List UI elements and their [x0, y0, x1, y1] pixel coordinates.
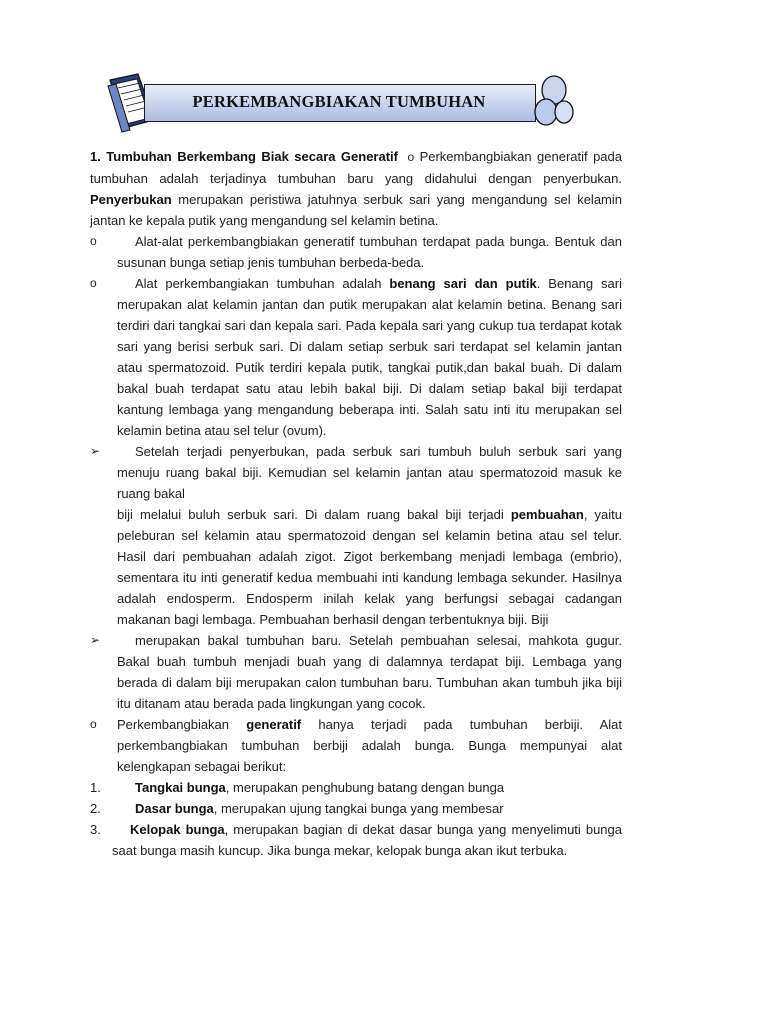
list-item: [90, 441, 622, 630]
section-heading: 1. Tumbuhan Berkembang Biak secara Generatif: [90, 149, 398, 164]
circles-ornament-icon: [532, 72, 580, 134]
arrow-bullet-icon: ➢: [90, 444, 101, 458]
numbered-list-item: [90, 798, 622, 819]
list-number: 1.: [90, 780, 101, 795]
bullet-marker: o: [90, 276, 97, 290]
list-desc: , merupakan penghubung batang dengan bunga: [225, 780, 505, 795]
term-penyerbukan: Penyerbukan: [90, 192, 172, 207]
body-text: [90, 146, 622, 861]
bullet-continuation: [90, 504, 622, 630]
bullet-text: Setelah terjadi penyerbukan, pada serbuk sari tumbuh buluh serbuk sari yang menuju ruang bakal biji. Kemudian sel kelamin jantan atau spermatozoid masuk ke ruang bakal: [117, 444, 622, 501]
bullet-text-part: , yaitu peleburan sel kelamin atau spermatozoid dengan sel kelamin betina atau sel telur. Hasil dari pembuahan adalah zigot. Zigot berkembang menjadi lembaga (embrio), sementara itu inti generatif kedua membuahi inti kandung lembaga sekunder. Hasilnya adalah endosperm. Endosperm inilah kelak yang berfungsi sebagai cadangan makanan bagi lembaga. Pembuahan berhasil dengan terbentuknya biji. Biji: [117, 507, 622, 627]
section-1-paragraph: [90, 146, 622, 231]
bullet-marker: o: [90, 717, 97, 731]
bullet-text-part: Alat perkembangiakan tumbuhan adalah: [135, 276, 390, 291]
bullet-text-part: biji melalui buluh serbuk sari. Di dalam ruang bakal biji terjadi: [117, 507, 511, 522]
term-benang-sari: benang sari dan putik: [389, 276, 537, 291]
paragraph-text: merupakan peristiwa jatuhnya serbuk sari yang mengandung sel kelamin jantan ke kepala putik yang mengandung sel kelamin betina.: [90, 192, 622, 228]
bullet-text: [90, 273, 622, 441]
inline-bullet: o: [407, 150, 415, 164]
bullet-marker: o: [90, 234, 97, 248]
numbered-list-item: [90, 777, 622, 798]
bullet-text: Alat-alat perkembangbiakan generatif tumbuhan terdapat pada bunga. Bentuk dan susunan bunga setiap jenis tumbuhan berbeda-beda.: [117, 234, 622, 270]
list-term: Kelopak bunga: [130, 822, 225, 837]
list-term: Dasar bunga: [135, 801, 214, 816]
page-title: PERKEMBANGBIAKAN TUMBUHAN: [192, 92, 486, 111]
bullet-text-part: hanya terjadi pada tumbuhan berbiji. Alat perkembangbiakan tumbuhan berbiji adalah bunga. Bunga mempunyai alat kelengkapan sebagai berikut:: [117, 717, 622, 774]
bullet-text: merupakan bakal tumbuhan baru. Setelah pembuahan selesai, mahkota gugur. Bakal buah tumbuh menjadi buah yang di dalamnya terdapat biji. Lembaga yang berada di dalam biji merupakan calon tumbuhan baru. Tumbuhan akan tumbuh jika biji itu ditanam atau berada pada lingkungan yang cocok.: [117, 633, 622, 711]
list-text: [90, 819, 622, 861]
list-item: [90, 231, 622, 273]
list-item: [90, 273, 622, 441]
list-desc: , merupakan ujung tangkai bunga yang membesar: [213, 801, 504, 816]
list-item: [90, 714, 622, 777]
list-term: Tangkai bunga: [135, 780, 226, 795]
list-text: [90, 798, 622, 819]
header-banner: [104, 72, 580, 134]
bullet-text: [90, 714, 622, 777]
term-generatif: generatif: [246, 717, 302, 732]
numbered-list-item: [90, 819, 622, 861]
paragraph-text: Perkembangbiakan generatif pada tumbuhan adalah terjadinya tumbuhan baru yang didahului dengan penyerbukan.: [90, 149, 622, 186]
bullet-text-part: Perkembangbiakan: [117, 717, 247, 732]
list-item: [90, 630, 622, 714]
list-desc: , merupakan bagian di dekat dasar bunga yang menyelimuti bunga saat bunga masih kuncup. Jika bunga mekar, kelopak bunga akan ikut terbuka.: [112, 822, 622, 858]
list-number: 3.: [90, 822, 101, 837]
list-text: [90, 777, 622, 798]
list-number: 2.: [90, 801, 101, 816]
bullet-text-part: . Benang sari merupakan alat kelamin jantan dan putik merupakan alat kelamin betina. Benang sari terdiri dari tangkai sari dan kepala sari. Pada kepala sari yang cukup tua terdapat kotak sari yang berisi serbuk sari. Di dalam setiap serbuk sari terdapat sel kelamin jantan atau spermatozoid. Putik terdiri kepala putik, tangkai putik,dan bakal buah. Di dalam bakal buah terdapat satu atau lebih bakal biji. Di dalam setiap bakal biji terdapat kantung lembaga yang mengandung beberapa inti. Salah satu inti itu merupakan sel kelamin betina atau sel telur (ovum).: [117, 276, 622, 438]
term-pembuahan: pembuahan: [510, 507, 584, 522]
arrow-bullet-icon: ➢: [90, 633, 101, 647]
